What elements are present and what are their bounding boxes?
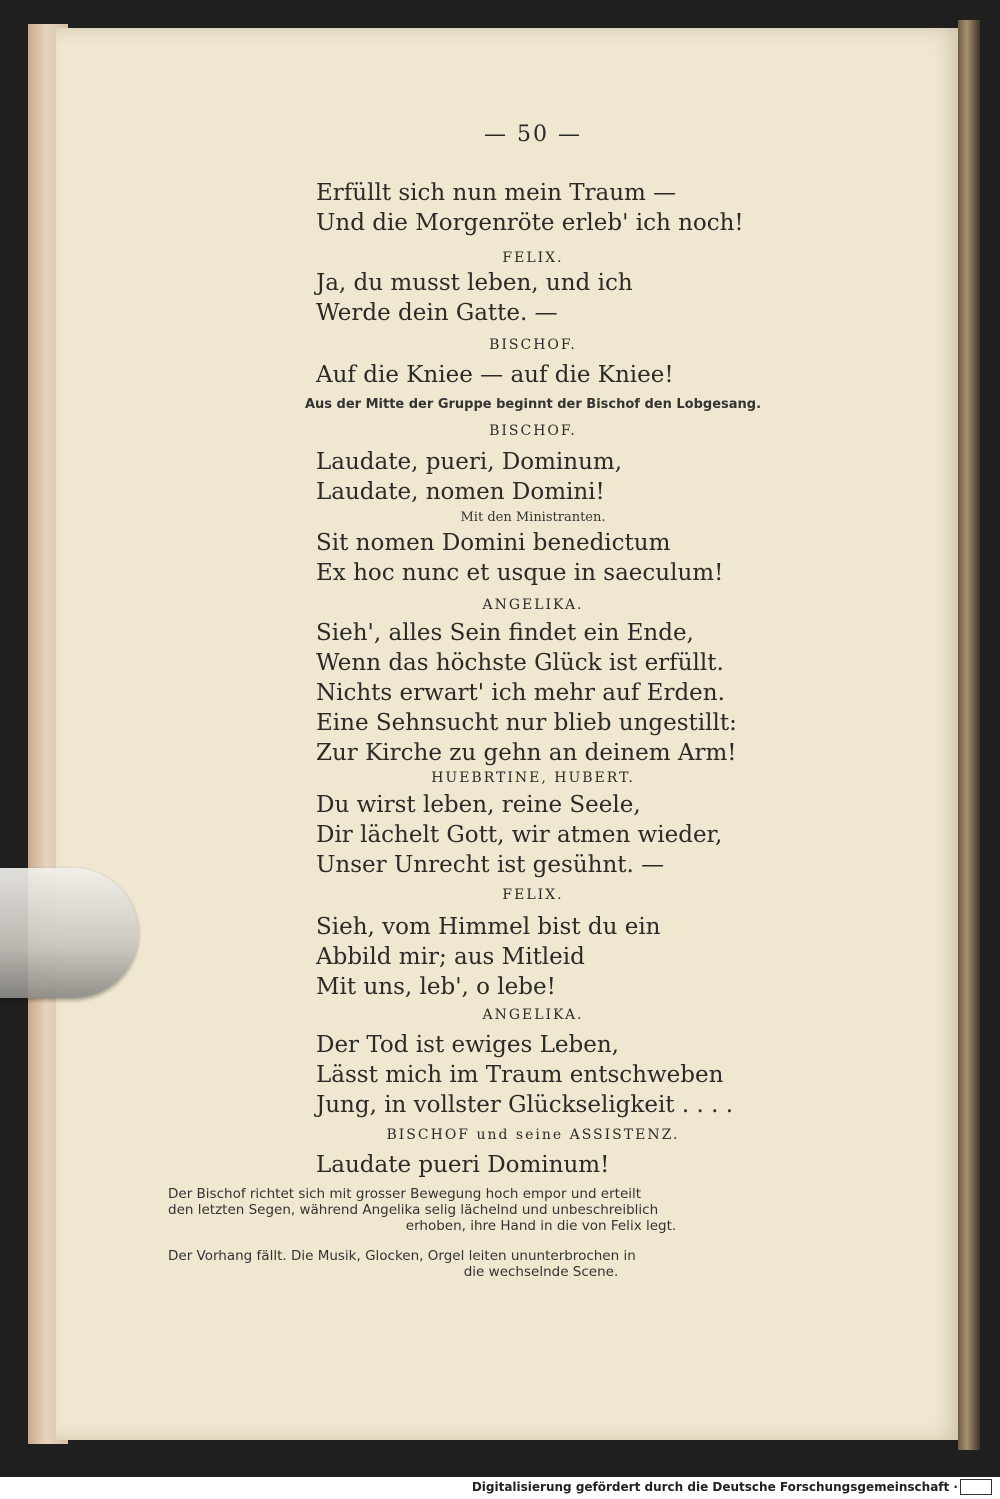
- direction-line: Der Bischof richtet sich mit grosser Bewegung hoch empor und erteilt: [168, 1186, 642, 1202]
- verse-line: Unser Unrecht ist gesühnt. —: [316, 852, 665, 878]
- verse-line: Abbild mir; aus Mitleid: [316, 944, 585, 970]
- verse-line: Lässt mich im Traum entschweben: [316, 1062, 724, 1088]
- verse-line: Laudate, pueri, Dominum,: [316, 449, 623, 475]
- direction-line: Der Vorhang fällt. Die Musik, Glocken, Orgel leiten ununterbrochen in: [168, 1248, 636, 1264]
- closing-stage-direction: [168, 1248, 914, 1280]
- verse-block: [316, 1150, 956, 1180]
- verse-line: Sieh, vom Himmel bist du ein: [316, 914, 661, 940]
- verse-line: Laudate pueri Dominum!: [316, 1152, 610, 1178]
- verse-block: [316, 178, 956, 238]
- verse-line: Auf die Kniee — auf die Kniee!: [316, 362, 674, 388]
- direction-line: erhoben, ihre Hand in die von Felix legt.: [405, 1218, 677, 1234]
- verse-line: Ex hoc nunc et usque in saeculum!: [316, 560, 724, 586]
- verse-block: [316, 268, 956, 328]
- speaker-heading: BISCHOF.: [489, 337, 577, 353]
- verse-block: [316, 912, 956, 1002]
- verse-block: [316, 618, 956, 768]
- verse-line: Laudate, nomen Domini!: [316, 479, 605, 505]
- verse-block: [316, 790, 956, 880]
- verse-line: Dir lächelt Gott, wir atmen wieder,: [316, 822, 723, 848]
- verse-line: Und die Morgenröte erleb' ich noch!: [316, 210, 744, 236]
- verse-line: Werde dein Gatte. —: [316, 300, 558, 326]
- page-clip-thumb: [0, 868, 138, 998]
- closing-stage-direction: [168, 1186, 914, 1234]
- verse-line: Eine Sehnsucht nur blieb ungestillt:: [316, 710, 737, 736]
- speaker-heading: ANGELIKA.: [482, 597, 584, 613]
- speaker-heading: FELIX.: [502, 250, 564, 266]
- verse-block: [316, 528, 956, 588]
- verse-line: Ja, du musst leben, und ich: [316, 270, 633, 296]
- page-number: — 50 —: [484, 122, 582, 147]
- verse-line: Sieh', alles Sein findet ein Ende,: [316, 620, 694, 646]
- direction-line: die wechselnde Scene.: [463, 1264, 619, 1280]
- stage-direction: Mit den Ministranten.: [460, 510, 606, 525]
- direction-line: den letzten Segen, während Angelika selig lächelnd und unbeschreiblich: [168, 1202, 659, 1218]
- verse-line: Erfüllt sich nun mein Traum —: [316, 180, 677, 206]
- verse-line: Mit uns, leb', o lebe!: [316, 974, 556, 1000]
- verse-line: Sit nomen Domini benedictum: [316, 530, 671, 556]
- speaker-heading: BISCHOF und seine ASSISTENZ.: [386, 1127, 680, 1143]
- verse-block: [316, 360, 956, 390]
- speaker-heading: FELIX.: [502, 887, 564, 903]
- verse-line: Du wirst leben, reine Seele,: [316, 792, 641, 818]
- footer-credit: Digitalisierung gefördert durch die Deutsche Forschungsgemeinschaft ·: [471, 1480, 958, 1494]
- verse-block: [316, 1030, 956, 1120]
- verse-line: Zur Kirche zu gehn an deinem Arm!: [316, 740, 737, 766]
- verse-block: [316, 447, 956, 507]
- speaker-heading: ANGELIKA.: [482, 1007, 584, 1023]
- verse-line: Jung, in vollster Glückseligkeit . . . .: [316, 1092, 734, 1118]
- speaker-heading: BISCHOF.: [489, 423, 577, 439]
- dfg-logo: [960, 1479, 992, 1495]
- verse-line: Wenn das höchste Glück ist erfüllt.: [316, 650, 724, 676]
- verse-line: Nichts erwart' ich mehr auf Erden.: [316, 680, 725, 706]
- speaker-heading: HUEBRTINE, HUBERT.: [431, 770, 635, 786]
- stage-direction: Aus der Mitte der Gruppe beginnt der Bischof den Lobgesang.: [304, 397, 762, 412]
- verse-line: Der Tod ist ewiges Leben,: [316, 1032, 619, 1058]
